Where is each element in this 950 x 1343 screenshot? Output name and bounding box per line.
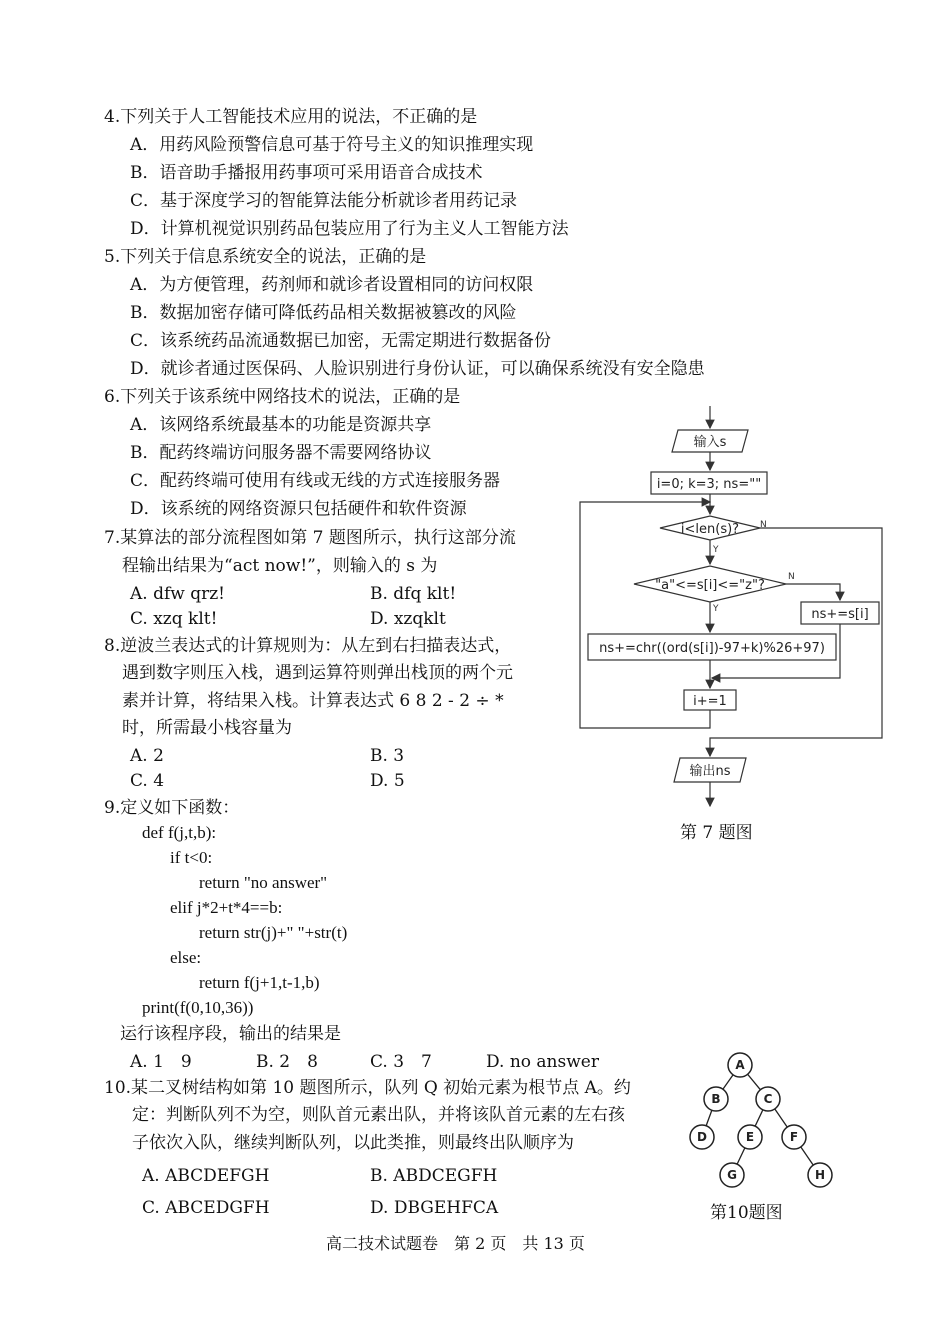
q6-option-c: C．配药终端可使用有线或无线的方式连接服务器 — [130, 471, 501, 491]
q8-option-d: D. 5 — [370, 771, 405, 791]
q10-option-a: A. ABCDEFGH — [142, 1166, 270, 1186]
q4-option-c: C．基于深度学习的智能算法能分析就诊者用药记录 — [130, 191, 518, 211]
q9-code-line: return f(j+1,t-1,b) — [199, 973, 320, 992]
q5-option-a: A．为方便管理，药剂师和就诊者设置相同的访问权限 — [130, 275, 534, 295]
q5-stem: 5.下列关于信息系统安全的说法，正确的是 — [104, 247, 427, 267]
q6-option-a: A．该网络系统最基本的功能是资源共享 — [130, 415, 432, 435]
flowchart-yes-label: Y — [713, 604, 719, 614]
tree-node-label: C — [763, 1092, 773, 1106]
flowchart-no-label: N — [788, 572, 795, 582]
tree-node-label: D — [697, 1130, 707, 1144]
q10-option-c: C. ABCEDGFH — [142, 1198, 270, 1218]
q9-code-line: print(f(0,10,36)) — [142, 998, 254, 1017]
q6-stem: 6.下列关于该系统中网络技术的说法，正确的是 — [104, 387, 461, 407]
q8-stem-line1: 8.逆波兰表达式的计算规则为：从左到右扫描表达式， — [104, 636, 512, 656]
q5-option-b: B．数据加密存储可降低药品相关数据被篡改的风险 — [130, 303, 517, 323]
q7-option-d: D. xzqklt — [370, 609, 446, 629]
tree-node-label: A — [735, 1058, 745, 1072]
figure-10-caption: 第10题图 — [710, 1203, 783, 1223]
q9-option-b: B. 2 8 — [256, 1052, 318, 1072]
q7-option-c: C. xzq klt! — [130, 609, 218, 629]
q4-option-a: A．用药风险预警信息可基于符号主义的知识推理实现 — [130, 135, 534, 155]
q8-option-c: C. 4 — [130, 771, 165, 791]
page-footer: 高二技术试题卷 第 2 页 共 13 页 — [326, 1234, 585, 1253]
q10-stem-line3: 子依次入队，继续判断队列，以此类推，则最终出队顺序为 — [132, 1133, 574, 1153]
flowchart-init-text: i=0; k=3; ns="" — [656, 477, 762, 492]
q10-option-d: D. DBGEHFCA — [370, 1198, 499, 1218]
flowchart-yes-label: Y — [713, 545, 719, 555]
q9-option-d: D. no answer — [486, 1052, 599, 1072]
q6-option-d: D．该系统的网络资源只包括硬件和软件资源 — [130, 499, 467, 519]
q4-option-d: D．计算机视觉识别药品包装应用了行为主义人工智能方法 — [130, 219, 569, 239]
q9-option-c: C. 3 7 — [370, 1052, 432, 1072]
q9-code-line: elif j*2+t*4==b: — [170, 898, 283, 917]
flowchart-then-text: ns+=chr((ord(s[i])-97+k)%26+97) — [599, 641, 825, 656]
tree-node-label: H — [814, 1168, 826, 1182]
tree-node-label: B — [711, 1092, 721, 1106]
q7-option-a: A. dfw qrz! — [130, 584, 226, 604]
tree-node-label: G — [727, 1168, 737, 1182]
q8-option-a: A. 2 — [130, 746, 164, 766]
q8-option-b: B. 3 — [370, 746, 405, 766]
flowchart-else-text: ns+=s[i] — [811, 607, 869, 622]
binary-tree-figure-10 — [680, 1045, 840, 1195]
flowchart-cond2-text: "a"<=s[i]<="z"? — [655, 578, 765, 593]
q9-code-line: if t<0: — [170, 848, 213, 867]
q10-stem-line2: 定：判断队列不为空，则队首元素出队，并将该队首元素的左右孩 — [132, 1105, 625, 1125]
figure-7-caption: 第 7 题图 — [680, 823, 753, 843]
q9-code-line: def f(j,t,b): — [142, 823, 217, 842]
q9-code-line: else: — [170, 948, 202, 967]
q10-option-b: B. ABDCEGFH — [370, 1166, 498, 1186]
tree-node-label: F — [789, 1130, 799, 1144]
q7-option-b: B. dfq klt! — [370, 584, 457, 604]
q8-stem-line4: 时，所需最小栈容量为 — [122, 718, 292, 738]
flowchart-no-label: N — [760, 520, 767, 530]
q9-code-line: return "no answer" — [199, 873, 328, 892]
flowchart-cond1-text: i<len(s)? — [680, 522, 740, 537]
q9-prompt: 运行该程序段，输出的结果是 — [120, 1024, 341, 1044]
q9-stem: 9.定义如下函数： — [104, 798, 240, 818]
q8-stem-line2: 遇到数字则压入栈，遇到运算符则弹出栈顶的两个元 — [122, 663, 513, 683]
flowchart-output-text: 输出ns — [689, 764, 731, 779]
q5-option-d: D．就诊者通过医保码、人脸识别进行身份认证，可以确保系统没有安全隐患 — [130, 359, 705, 379]
q7-stem-line2: 程输出结果为“act now!”，则输入的 s 为 — [122, 556, 438, 576]
q10-stem-line1: 10.某二叉树结构如第 10 题图所示，队列 Q 初始元素为根节点 A。约 — [104, 1078, 631, 1098]
q6-option-b: B．配药终端访问服务器不需要网络协议 — [130, 443, 432, 463]
flowchart-figure-7 — [570, 398, 900, 818]
q9-code-line: return str(j)+" "+str(t) — [199, 923, 348, 942]
q4-option-b: B．语音助手播报用药事项可采用语音合成技术 — [130, 163, 483, 183]
tree-node-label: E — [745, 1130, 755, 1144]
flowchart-input-text: 输入s — [693, 435, 727, 450]
q4-stem: 4.下列关于人工智能技术应用的说法，不正确的是 — [104, 107, 478, 127]
q5-option-c: C．该系统药品流通数据已加密，无需定期进行数据备份 — [130, 331, 552, 351]
q7-stem-line1: 7.某算法的部分流程图如第 7 题图所示，执行这部分流 — [104, 528, 516, 548]
flowchart-incr-text: i+=1 — [693, 694, 727, 709]
q8-stem-line3: 素并计算，将结果入栈。计算表达式 6 8 2 - 2 ÷ * — [122, 691, 504, 711]
q9-option-a: A. 1 9 — [130, 1052, 192, 1072]
